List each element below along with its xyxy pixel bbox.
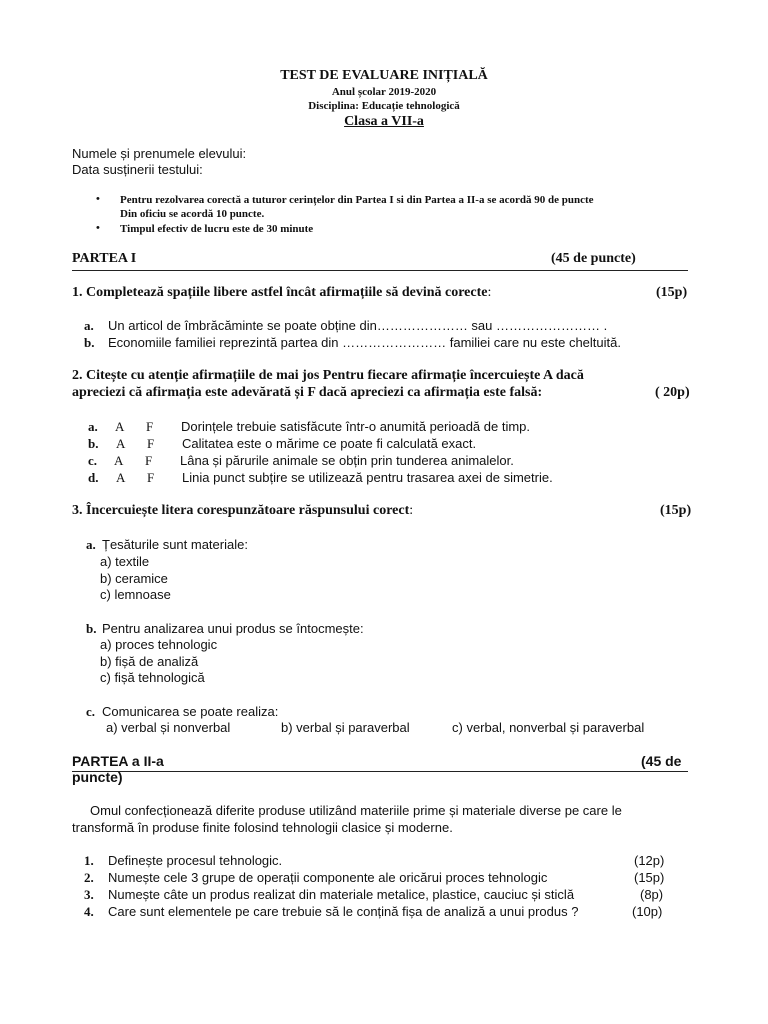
part2-points-cont: puncte) bbox=[72, 769, 123, 785]
p2-item3-num: 3. bbox=[84, 887, 94, 902]
q3-a-stem: Țesăturile sunt materiale: bbox=[102, 537, 248, 552]
q3-a-label: a. bbox=[86, 537, 96, 552]
q1-header bbox=[72, 285, 491, 301]
q2-c-option-f[interactable]: F bbox=[145, 453, 153, 468]
part2-divider bbox=[72, 771, 688, 772]
part1-divider bbox=[72, 270, 688, 271]
q1-a-text: Un articol de îmbrăcăminte se poate obține din………………… sau …………………… . bbox=[108, 318, 608, 333]
bullet-icon: • bbox=[96, 222, 100, 234]
instruction-office: Din oficiu se acordă 10 puncte. bbox=[120, 208, 265, 220]
q1-points: (15p) bbox=[656, 285, 688, 300]
q2-points: ( 20p) bbox=[655, 385, 690, 400]
q3-c-opt-c[interactable]: c) verbal, nonverbal și paraverbal bbox=[452, 720, 645, 735]
q3-a-opt-b[interactable]: b) ceramice bbox=[100, 571, 168, 586]
part1-title: PARTEA I bbox=[72, 251, 137, 266]
p2-item3-text: Numește câte un produs realizat din materiale metalice, plastice, cauciuc și sticlă bbox=[108, 887, 575, 902]
p2-item2-num: 2. bbox=[84, 870, 94, 885]
q3-b-opt-b[interactable]: b) fișă de analiză bbox=[100, 654, 199, 669]
q2-b-label: b. bbox=[88, 436, 99, 451]
test-date-label: Data susținerii testului: bbox=[72, 162, 203, 177]
test-title: TEST DE EVALUARE INIȚIALĂ bbox=[280, 68, 488, 83]
part2-intro-line1: Omul confecționează diferite produse utilizând materiile prime și materiale diverse pe care le bbox=[90, 803, 622, 818]
q2-a-option-f[interactable]: F bbox=[146, 419, 154, 434]
p2-item1-text: Definește procesul tehnologic. bbox=[108, 853, 283, 868]
part2-points: (45 de bbox=[641, 753, 682, 769]
q3-a-opt-c[interactable]: c) lemnoase bbox=[100, 587, 171, 602]
p2-item4-text: Care sunt elementele pe care trebuie să le conțină fișa de analiză a unui produs ? bbox=[108, 904, 579, 919]
q3-b-opt-a[interactable]: a) proces tehnologic bbox=[100, 637, 218, 652]
q3-colon: : bbox=[409, 503, 414, 518]
q2-b-option-a[interactable]: A bbox=[116, 436, 126, 451]
q2-a-text: Dorințele trebuie satisfăcute într-o anumită perioadă de timp. bbox=[181, 419, 531, 434]
q3-c-stem: Comunicarea se poate realiza: bbox=[102, 704, 279, 719]
q1-b-label: b. bbox=[84, 335, 95, 350]
q1-b-text: Economiile familiei reprezintă partea din …………………… familiei care nu este cheltuită. bbox=[108, 335, 621, 350]
student-name-label: Numele și prenumele elevului: bbox=[72, 146, 247, 161]
q2-d-text: Linia punct subțire se utilizează pentru trasarea axei de simetrie. bbox=[182, 470, 553, 485]
instruction-points: Pentru rezolvarea corectă a tuturor cerințelor din Partea I si din Partea a II-a se acordă 90 de puncte bbox=[120, 194, 594, 206]
q2-c-label: c. bbox=[88, 453, 98, 468]
q3-b-opt-c[interactable]: c) fișă tehnologică bbox=[100, 670, 205, 685]
q3-points: (15p) bbox=[660, 503, 692, 518]
p2-item2-points: (15p) bbox=[634, 870, 665, 885]
part1-points: (45 de puncte) bbox=[551, 251, 636, 266]
q1-text: 1. Completează spațiile libere astfel încât afirmațiile să devină corecte bbox=[72, 285, 488, 300]
p2-item4-points: (10p) bbox=[632, 904, 663, 919]
q3-text: 3. Încercuiește litera corespunzătoare răspunsului corect bbox=[72, 503, 410, 518]
part2-title: PARTEA a II-a bbox=[72, 753, 164, 769]
p2-item1-num: 1. bbox=[84, 853, 94, 868]
q2-b-text: Calitatea este o mărime ce poate fi calculată exact. bbox=[182, 436, 477, 451]
q2-d-option-a[interactable]: A bbox=[116, 470, 126, 485]
q2-c-text: Lâna și părurile animale se obțin prin tunderea animalelor. bbox=[180, 453, 514, 468]
p2-item4-num: 4. bbox=[84, 904, 94, 919]
q2-a-option-a[interactable]: A bbox=[115, 419, 125, 434]
q3-c-label: c. bbox=[86, 704, 96, 719]
grade: Clasa a VII-a bbox=[344, 114, 424, 129]
school-year: Anul școlar 2019-2020 bbox=[331, 86, 437, 98]
p2-item3-points: (8p) bbox=[640, 887, 664, 902]
q3-b-label: b. bbox=[86, 621, 97, 636]
q3-header bbox=[72, 503, 413, 519]
q3-a-opt-a[interactable]: a) textile bbox=[100, 554, 150, 569]
q3-c-opt-b[interactable]: b) verbal și paraverbal bbox=[281, 720, 410, 735]
q1-a-label: a. bbox=[84, 318, 94, 333]
q2-b-option-f[interactable]: F bbox=[147, 436, 155, 451]
q2-line2: apreciezi că afirmația este adevărată și F dacă apreciezi ca afirmația este falsă: bbox=[72, 385, 543, 400]
part2-intro-line2: transformă în produse finite folosind tehnologii clasice și moderne. bbox=[72, 820, 453, 835]
q2-a-label: a. bbox=[88, 419, 98, 434]
q2-line1: 2. Citește cu atenție afirmațiile de mai jos Pentru fiecare afirmație încercuiește A dacă bbox=[72, 368, 584, 383]
q2-c-option-a[interactable]: A bbox=[114, 453, 124, 468]
q2-d-label: d. bbox=[88, 470, 99, 485]
q3-b-stem: Pentru analizarea unui produs se întocmește: bbox=[102, 621, 364, 636]
q3-c-opt-a[interactable]: a) verbal și nonverbal bbox=[106, 720, 231, 735]
bullet-icon: • bbox=[96, 193, 100, 205]
q2-d-option-f[interactable]: F bbox=[147, 470, 155, 485]
discipline: Disciplina: Educație tehnologică bbox=[308, 100, 460, 112]
instruction-time: Timpul efectiv de lucru este de 30 minute bbox=[120, 223, 314, 235]
p2-item1-points: (12p) bbox=[634, 853, 665, 868]
p2-item2-text: Numește cele 3 grupe de operații componente ale oricărui proces tehnologic bbox=[108, 870, 548, 885]
q1-colon: : bbox=[487, 285, 492, 300]
